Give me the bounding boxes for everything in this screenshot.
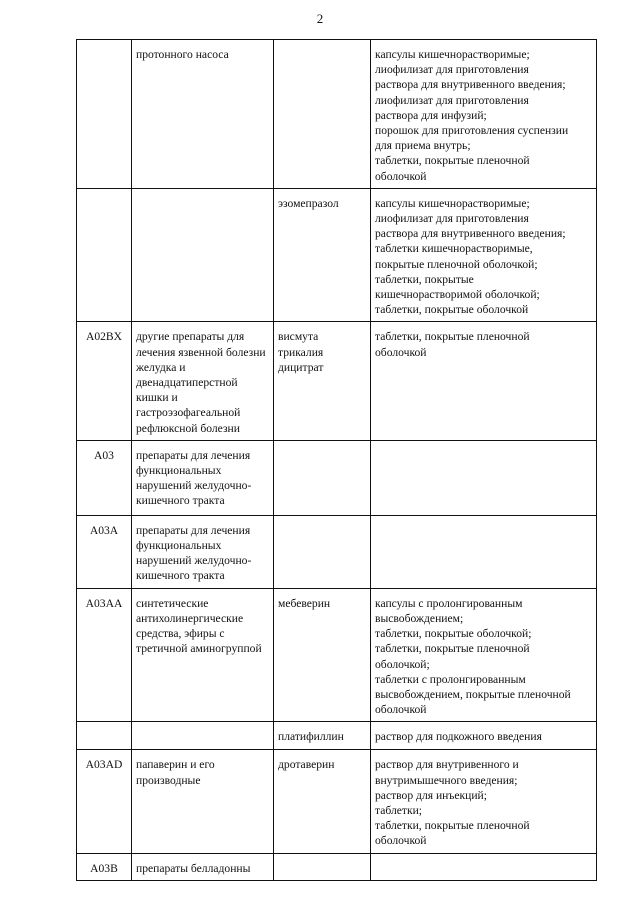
dosage-forms-cell <box>371 722 597 750</box>
dosage-form-line: высвобождением, покрытые пленочной <box>375 687 571 701</box>
drug-classification-table <box>76 39 597 881</box>
anatomical-therapeutic-group-cell: препараты белладонны <box>132 853 274 880</box>
atc-code-cell: A02BX <box>77 322 132 440</box>
anatomical-therapeutic-group-cell <box>132 188 274 322</box>
dosage-form-line: внутримышечного введения; <box>375 773 518 787</box>
anatomical-therapeutic-group-cell: другие препараты для лечения язвенной болезни желудка и двенадцатиперстной кишки и гастроэзофагеальной рефлюксной болезни <box>132 322 274 440</box>
atc-code-cell <box>77 188 132 322</box>
dosage-form-line: раствор для инъекций; <box>375 788 487 802</box>
table-row <box>77 750 597 853</box>
dosage-form-line: капсулы кишечнорастворимые; <box>375 196 530 210</box>
dosage-form-line: лиофилизат для приготовления <box>375 63 529 77</box>
dosage-form-line: кишечнорастворимой оболочкой; <box>375 288 540 302</box>
table-row <box>77 322 597 440</box>
drug-name-cell <box>274 440 371 515</box>
table-row <box>77 40 597 189</box>
dosage-form-line: таблетки, покрытые оболочкой <box>375 303 529 317</box>
dosage-form-line: капсулы кишечнорастворимые; <box>375 48 530 61</box>
anatomical-therapeutic-group-cell: папаверин и его производные <box>132 750 274 853</box>
dosage-form-line: таблетки с пролонгированным <box>375 672 526 686</box>
drug-name-cell <box>274 515 371 588</box>
table-row <box>77 853 597 880</box>
table-row <box>77 588 597 722</box>
dosage-form-line: таблетки, покрытые пленочной <box>375 642 530 656</box>
anatomical-therapeutic-group-cell: синтетические антихолинергические средства, эфиры с третичной аминогруппой <box>132 588 274 722</box>
dosage-form-line: оболочкой <box>375 169 427 183</box>
table-row <box>77 440 597 515</box>
dosage-form-line: оболочкой <box>375 834 427 848</box>
table-row <box>77 188 597 322</box>
atc-code-cell: A03A <box>77 515 132 588</box>
dosage-forms-cell <box>371 750 597 853</box>
dosage-forms-cell <box>371 322 597 440</box>
dosage-form-line: раствора для внутривенного введения; <box>375 227 566 241</box>
anatomical-therapeutic-group-cell: протонного насоса <box>132 40 274 189</box>
dosage-forms-cell <box>371 853 597 880</box>
dosage-form-line: оболочкой <box>375 703 427 717</box>
atc-code-cell: A03 <box>77 440 132 515</box>
dosage-forms-cell <box>371 440 597 515</box>
table-row <box>77 722 597 750</box>
dosage-form-line: оболочкой <box>375 345 427 359</box>
drug-name-cell: мебеверин <box>274 588 371 722</box>
drug-name-cell: платифиллин <box>274 722 371 750</box>
dosage-form-line: лиофилизат для приготовления <box>375 93 529 107</box>
dosage-form-line: таблетки кишечнорастворимые, <box>375 242 533 256</box>
dosage-form-line: таблетки, покрытые <box>375 272 474 286</box>
dosage-form-line: таблетки, покрытые оболочкой; <box>375 627 532 641</box>
atc-code-cell <box>77 722 132 750</box>
drug-name-cell: висмута трикалия дицитрат <box>274 322 371 440</box>
dosage-forms-cell <box>371 40 597 189</box>
dosage-form-line: раствора для внутривенного введения; <box>375 78 566 92</box>
anatomical-therapeutic-group-cell: препараты для лечения функциональных нарушений желудочно-кишечного тракта <box>132 515 274 588</box>
dosage-forms-cell <box>371 588 597 722</box>
atc-code-cell: A03AA <box>77 588 132 722</box>
atc-code-cell: A03B <box>77 853 132 880</box>
atc-code-cell <box>77 40 132 189</box>
drug-name-cell <box>274 40 371 189</box>
table-body <box>77 40 597 881</box>
dosage-form-line: раствора для инфузий; <box>375 108 487 122</box>
table-row <box>77 515 597 588</box>
dosage-form-line: высвобождением; <box>375 611 464 625</box>
dosage-forms-cell <box>371 515 597 588</box>
dosage-form-line: таблетки, покрытые пленочной <box>375 330 530 344</box>
drug-name-cell: эзомепразол <box>274 188 371 322</box>
dosage-forms-cell <box>371 188 597 322</box>
drug-name-cell <box>274 853 371 880</box>
anatomical-therapeutic-group-cell <box>132 722 274 750</box>
dosage-form-line: лиофилизат для приготовления <box>375 212 529 226</box>
dosage-form-line: раствор для подкожного введения <box>375 730 542 744</box>
dosage-form-line: таблетки, покрытые пленочной <box>375 154 530 168</box>
dosage-form-line: оболочкой; <box>375 657 430 671</box>
dosage-form-line: для приема внутрь; <box>375 139 471 153</box>
dosage-form-line: раствор для внутривенного и <box>375 758 519 772</box>
anatomical-therapeutic-group-cell: препараты для лечения функциональных нарушений желудочно-кишечного тракта <box>132 440 274 515</box>
page-number: 2 <box>316 11 324 26</box>
dosage-form-line: покрытые пленочной оболочкой; <box>375 257 538 271</box>
atc-code-cell: A03AD <box>77 750 132 853</box>
dosage-form-line: таблетки; <box>375 803 423 817</box>
dosage-form-line: капсулы с пролонгированным <box>375 596 523 610</box>
drug-name-cell: дротаверин <box>274 750 371 853</box>
dosage-form-line: таблетки, покрытые пленочной <box>375 819 530 833</box>
dosage-form-line: порошок для приготовления суспензии <box>375 124 569 138</box>
